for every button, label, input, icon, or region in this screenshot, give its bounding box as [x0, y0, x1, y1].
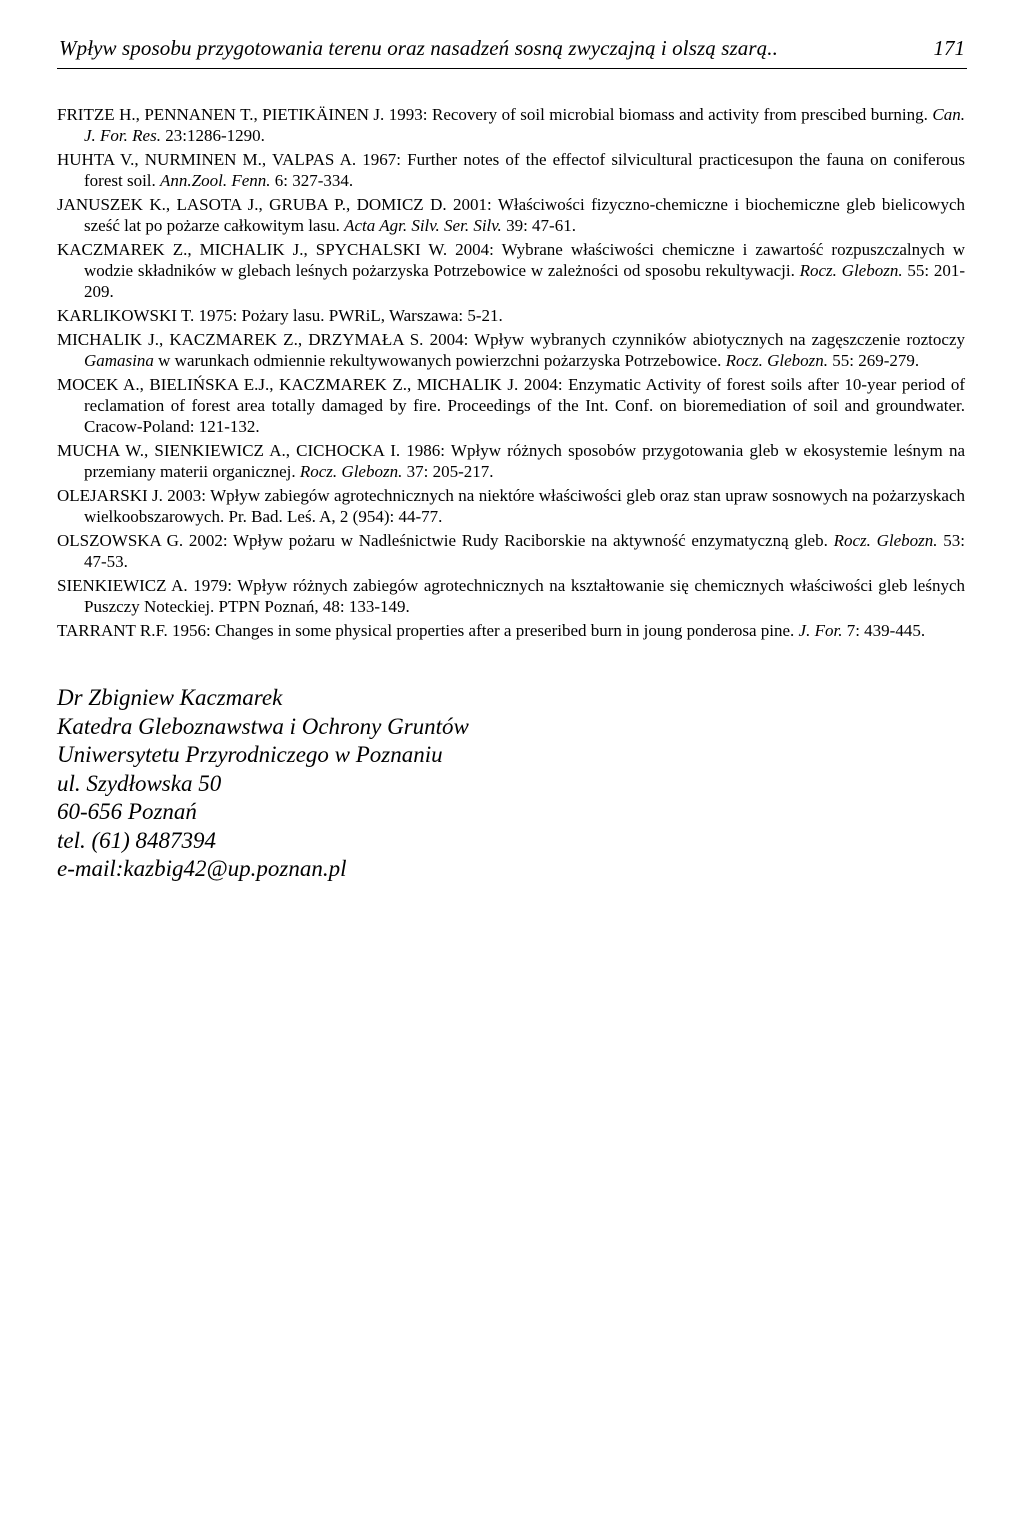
page-number: 171 [933, 36, 965, 60]
reference-title: Further notes of the effectof silvicultural practicesupon the fauna on coniferous forest soil. [84, 150, 966, 190]
running-header [57, 30, 967, 69]
reference-item [57, 239, 965, 302]
reference-journal: Rocz. Glebozn. [725, 351, 829, 370]
reference-details: 55: 201-209. [84, 261, 966, 301]
reference-details: 6: 327-334. [274, 171, 354, 190]
reference-item [57, 620, 965, 641]
reference-item [57, 530, 965, 572]
reference-authors: MICHALIK J., KACZMAREK Z., DRZYMAŁA S. 2004: [57, 330, 469, 349]
reference-details: 55: 269-279. [832, 351, 920, 370]
reference-journal: Can. J. For. Res. [84, 105, 965, 145]
reference-details: 39: 47-61. [506, 216, 576, 235]
reference-journal: Rocz. Glebozn. [299, 462, 403, 481]
reference-title: Wpływ pożaru w Nadleśnictwie Rudy Raciborskie na aktywność enzymatyczną gleb. [233, 531, 828, 550]
author-university: Uniwersytetu Przyrodniczego w Poznaniu [57, 742, 443, 767]
reference-authors: FRITZE H., PENNANEN T., PIETIKÄINEN J. 1993: [57, 105, 428, 124]
reference-authors: OLSZOWSKA G. 2002: [57, 531, 228, 550]
reference-authors: HUHTA V., NURMINEN M., VALPAS A. 1967: [57, 150, 402, 169]
reference-journal: Ann.Zool. Fenn. [160, 171, 271, 190]
reference-item [57, 485, 965, 527]
author-street: ul. Szydłowska 50 [57, 770, 222, 796]
reference-title: Wpływ wybranych czynników abiotycznych na zagęszczenie roztoczy [474, 330, 965, 349]
reference-details: 7: 439-445. [846, 621, 926, 640]
reference-item [57, 305, 965, 326]
reference-journal: Acta Agr. Silv. Ser. Silv. [344, 216, 502, 235]
reference-authors: TARRANT R.F. 1956: [57, 621, 211, 640]
reference-item [57, 104, 965, 146]
reference-item [57, 194, 965, 236]
reference-details: 37: 205-217. [406, 462, 494, 481]
reference-authors: KARLIKOWSKI T. 1975: [57, 306, 238, 325]
author-city: 60-656 Poznań [57, 799, 197, 824]
reference-item [57, 575, 965, 617]
reference-item [57, 440, 965, 482]
author-department: Katedra Gleboznawstwa i Ochrony Gruntów [57, 713, 469, 739]
author-address [57, 684, 757, 884]
reference-details: 53: 47-53. [84, 531, 965, 571]
reference-title: Wpływ zabiegów agrotechnicznych na niektóre właściwości gleb oraz stan upraw sosnowych na pożarzyskach wielkoobszarowych. Pr. Bad. Leś. A, 2 (954): 44-77. [84, 486, 965, 526]
reference-title: Właściwości fizyczno-chemiczne i biochemiczne gleb bielicowych sześć lat po pożarze całkowitym lasu. [84, 195, 965, 235]
reference-list [57, 104, 965, 644]
reference-title: Changes in some physical properties after a preseribed burn in joung ponderosa pine. [215, 621, 795, 640]
reference-title: Pożary lasu. PWRiL, Warszawa: 5-21. [241, 306, 503, 325]
reference-authors: MOCEK A., BIELIŃSKA E.J., KACZMAREK Z., MICHALIK J. 2004: [57, 375, 563, 394]
reference-authors: OLEJARSKI J. 2003: [57, 486, 207, 505]
reference-details: 23:1286-1290. [165, 126, 265, 145]
reference-authors: MUCHA W., SIENKIEWICZ A., CICHOCKA I. 1986: [57, 441, 446, 460]
reference-title: Wpływ różnych sposobów przygotowania gleb w ekosystemie leśnym na przemiany materii organicznej. [84, 441, 966, 481]
reference-title: Enzymatic Activity of forest soils after 10-year period of reclamation of forest area totally damaged by fire. Proceedings of the Int. Conf. on bioremediation of soil and groundwater. Cracow-Poland: 121-132. [84, 375, 966, 436]
reference-title: Recovery of soil microbial biomass and activity from prescibed burning. [431, 105, 928, 124]
reference-authors: JANUSZEK K., LASOTA J., GRUBA P., DOMICZ D. 2001: [57, 195, 492, 214]
reference-authors: KACZMAREK Z., MICHALIK J., SPYCHALSKI W. 2004: [57, 240, 494, 259]
reference-item [57, 329, 965, 371]
running-title: Wpływ sposobu przygotowania terenu oraz nasadzeń sosną zwyczajną i olszą szarą.. [59, 36, 778, 60]
reference-item [57, 374, 965, 437]
reference-journal: Rocz. Glebozn. [799, 261, 903, 280]
reference-journal: J. For. [798, 621, 843, 640]
author-email: e-mail:kazbig42@up.poznan.pl [57, 856, 347, 881]
reference-item [57, 149, 965, 191]
reference-authors: SIENKIEWICZ A. 1979: [57, 576, 232, 595]
reference-title: Wpływ różnych zabiegów agrotechnicznych na kształtowanie się chemicznych właściwości gleb leśnych Puszczy Noteckiej. PTPN Poznań, 48: 133-149. [84, 576, 965, 616]
author-name: Dr Zbigniew Kaczmarek [57, 685, 283, 710]
reference-taxon: Gamasina [84, 351, 154, 370]
author-phone: tel. (61) 8487394 [57, 827, 217, 853]
reference-title-continued: w warunkach odmiennie rekultywowanych powierzchni pożarzyska Potrzebowice. [158, 351, 722, 370]
reference-journal: Rocz. Glebozn. [833, 531, 938, 550]
reference-title: Wybrane właściwości chemiczne i zawartość rozpuszczalnych w wodzie składników w glebach leśnych pożarzyska Potrzebowice w zależności od sposobu rekultywacji. [84, 240, 965, 280]
